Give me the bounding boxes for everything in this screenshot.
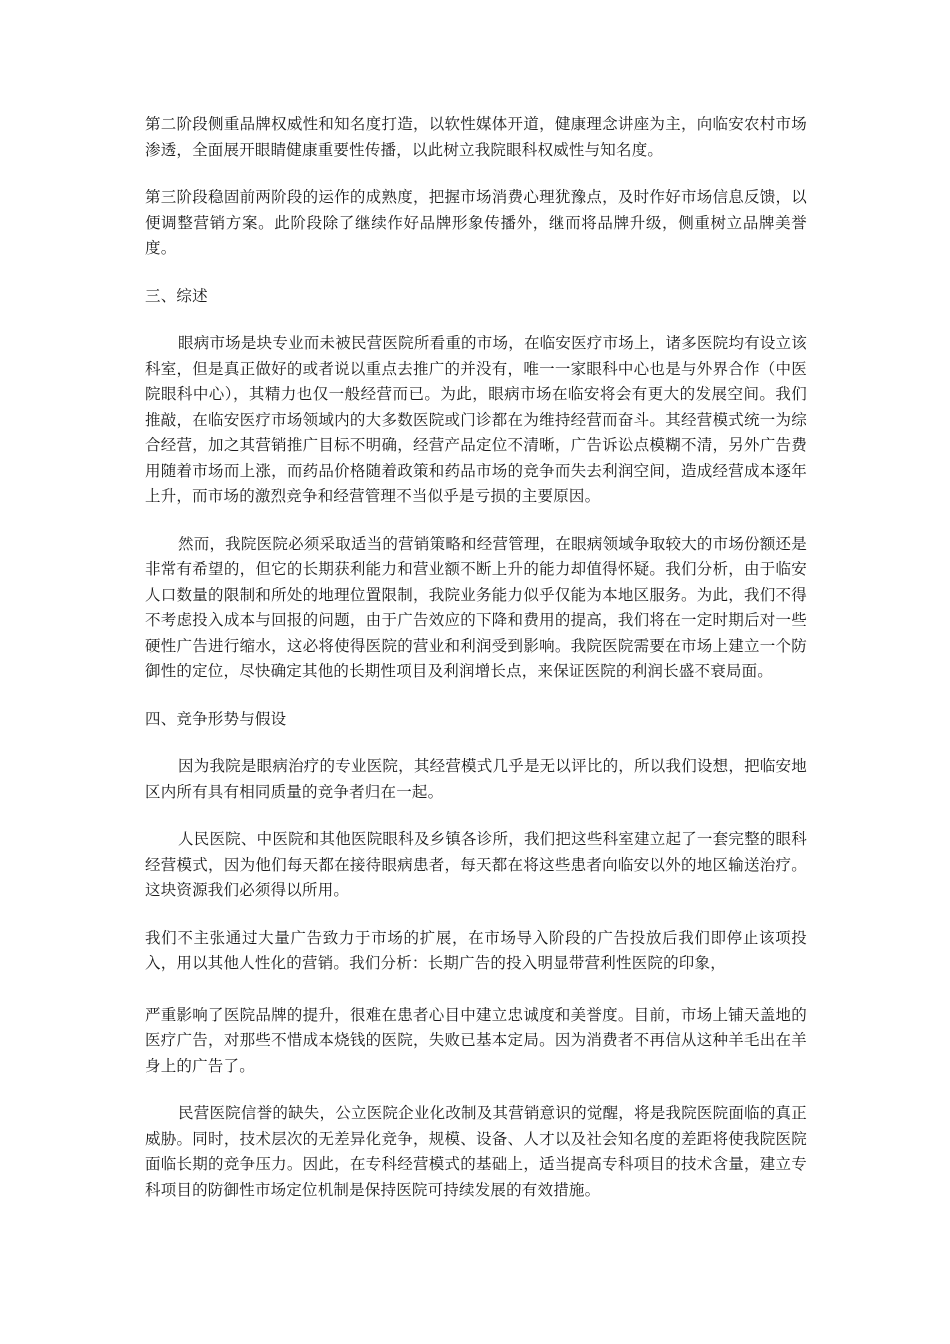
- section-heading-competition: 四、竞争形势与假设: [145, 709, 287, 728]
- document-body: [145, 112, 807, 1225]
- section-heading-summary: 三、综述: [145, 286, 208, 305]
- paragraph-summary-market: 眼病市场是块专业而未被民营医院所看重的市场，在临安医疗市场上，诸多医院均有设立该科室，但是真正做好的或者说以重点去推广的并没有，唯一一家眼科中心也是与外界合作（中医院眼科中心），其精力也仅一般经营而已。为此，眼病市场在临安将会有更大的发展空间。我们推敲，在临安医疗市场领域内的大多数医院或门诊都在为维持经营而奋斗。其经营模式统一为综合经营，加之其营销推广目标不明确，经营产品定位不清晰，广告诉讼点模糊不清，另外广告费用随着市场而上涨，而药品价格随着政策和药品市场的竞争而失去利润空间，造成经营成本逐年上升，而市场的激烈竞争和经营管理不当似乎是亏损的主要原因。: [145, 334, 807, 505]
- paragraph-threats: 民营医院信誉的缺失，公立医院企业化改制及其营销意识的觉醒，将是我院医院面临的真正威胁。同时，技术层次的无差异化竞争，规模、设备、人才以及社会知名度的差距将使我院医院面临长期的竞争压力。因此，在专科经营模式的基础上，适当提高专科项目的技术含量，建立专科项目的防御性市场定位机制是保持医院可持续发展的有效措施。: [145, 1104, 807, 1199]
- paragraph-stage-two: 第二阶段侧重品牌权威性和知名度打造，以软性媒体开道，健康理念讲座为主，向临安农村市场渗透，全面展开眼睛健康重要性传播，以此树立我院眼科权威性与知名度。: [145, 115, 807, 159]
- paragraph-competition-hospitals: 人民医院、中医院和其他医院眼科及乡镇各诊所，我们把这些科室建立起了一套完整的眼科经营模式，因为他们每天都在接待眼病患者，每天都在将这些患者向临安以外的地区输送治疗。这块资源我们必须得以所用。: [145, 830, 807, 899]
- paragraph-stage-three: 第三阶段稳固前两阶段的运作的成熟度，把握市场消费心理犹豫点，及时作好市场信息反馈，以便调整营销方案。此阶段除了继续作好品牌形象传播外，继而将品牌升级，侧重树立品牌美誉度。: [145, 188, 807, 257]
- paragraph-advertising-stance: 我们不主张通过大量广告致力于市场的扩展，在市场导入阶段的广告投放后我们即停止该项投入，用以其他人性化的营销。我们分析：长期广告的投入明显带营利性医院的印象，: [145, 928, 807, 972]
- paragraph-advertising-impact: 严重影响了医院品牌的提升，很难在患者心目中建立忠诚度和美誉度。目前，市场上铺天盖地的医疗广告，对那些不惜成本烧钱的医院，失败已基本定局。因为消费者不再信从这种羊毛出在羊身上的广告了。: [145, 1005, 807, 1075]
- paragraph-competition-assumption: 因为我院是眼病治疗的专业医院，其经营模式几乎是无以评比的，所以我们设想，把临安地区内所有具有相同质量的竞争者归在一起。: [145, 757, 807, 801]
- paragraph-summary-strategy: 然而，我院医院必须采取适当的营销策略和经营管理，在眼病领域争取较大的市场份额还是非常有希望的，但它的长期获利能力和营业额不断上升的能力却值得怀疑。我们分析，由于临安人口数量的限制和所处的地理位置限制，我院业务能力似乎仅能为本地区服务。为此，我们不得不考虑投入成本与回报的问题，由于广告效应的下降和费用的提高，我们将在一定时期后对一些硬性广告进行缩水，这必将使得医院的营业和利润受到影响。我院医院需要在市场上建立一个防御性的定位，尽快确定其他的长期性项目及利润增长点，来保证医院的利润长盛不衰局面。: [145, 534, 807, 680]
